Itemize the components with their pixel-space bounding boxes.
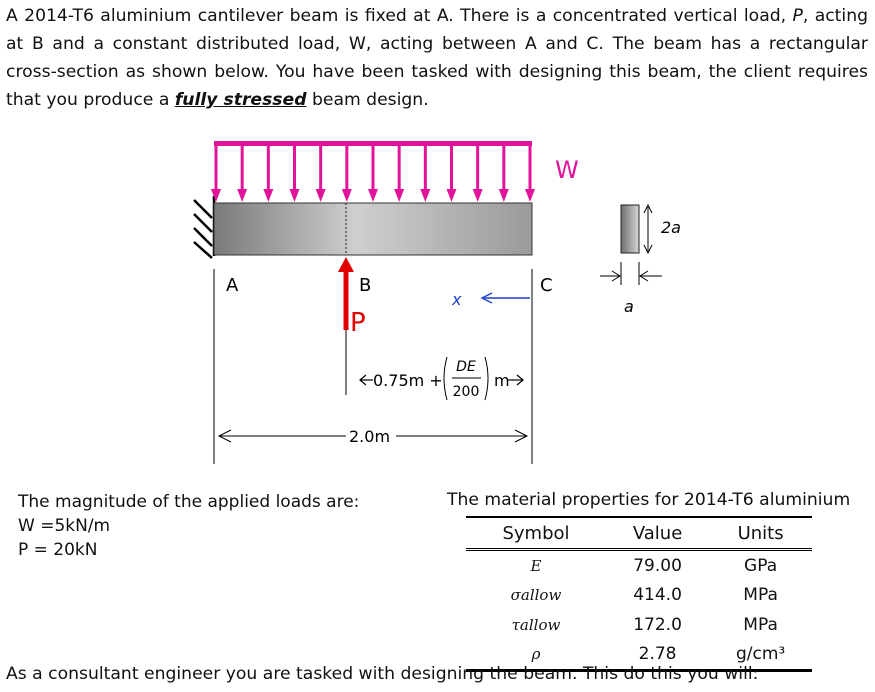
header-units: Units <box>737 522 784 544</box>
udl-arrow-head <box>368 189 378 202</box>
udl-arrow-head <box>290 189 300 202</box>
cell-symbol: ρ <box>531 645 541 664</box>
cell-symbol: E <box>530 556 542 575</box>
cell-value: 172.0 <box>633 614 682 635</box>
point-a-label: A <box>226 275 239 296</box>
header-value: Value <box>632 522 683 544</box>
task-instructions: As a consultant engineer you are tasked with designing the beam. This do this you will: <box>6 664 759 684</box>
point-b-label: B <box>359 275 372 296</box>
udl-arrow-head <box>394 189 404 202</box>
problem-text-1: A 2014-T6 aluminium cantilever beam is fixed at A. There is a concentrated vertical load, <box>6 6 793 26</box>
beam-body <box>214 203 532 255</box>
fixed-support <box>194 196 214 258</box>
dim-a-to-b-suffix: m <box>494 371 510 390</box>
distributed-load-w <box>211 141 535 202</box>
dim-a-to-b-denominator: 200 <box>452 384 480 400</box>
dim-a-to-b-prefix: 0.75m + <box>373 371 443 390</box>
cell-value: 79.00 <box>633 555 682 576</box>
x-direction-arrow <box>482 293 530 303</box>
table-row <box>466 550 812 581</box>
cell-value: 414.0 <box>633 585 682 606</box>
section-width-dim <box>600 262 662 285</box>
udl-arrow-head <box>211 189 221 202</box>
dim-total-label: 2.0m <box>349 427 391 446</box>
w-label: W <box>555 156 579 184</box>
udl-arrow-head <box>342 189 352 202</box>
table-row <box>466 581 812 611</box>
cell-units: MPa <box>743 614 778 635</box>
cell-units: GPa <box>744 555 778 576</box>
cell-units: MPa <box>743 585 778 606</box>
section-height-dim <box>644 205 652 253</box>
cross-section <box>621 205 639 253</box>
table-header-row <box>466 517 812 550</box>
cell-units: g/cm³ <box>735 644 786 665</box>
dim-total <box>219 427 527 446</box>
section-width-label: a <box>624 297 634 316</box>
dim-a-to-b <box>360 357 523 400</box>
x-label: x <box>452 290 462 309</box>
section-height-label: 2a <box>661 218 681 237</box>
cell-value: 2.78 <box>638 644 677 665</box>
material-properties-table <box>466 516 812 672</box>
load-w-value: W =5kN/m <box>18 516 111 536</box>
udl-arrow-head <box>263 189 273 202</box>
point-c-label: C <box>540 275 553 296</box>
cell-symbol: σallow <box>510 586 562 605</box>
problem-text-3: beam design. <box>306 90 429 110</box>
udl-arrow-head <box>316 189 326 202</box>
table-row <box>466 610 812 640</box>
problem-p-symbol: P <box>792 6 803 26</box>
fully-stressed-emphasis: fully stressed <box>174 90 307 110</box>
p-label: P <box>350 308 366 338</box>
udl-arrow-head <box>420 189 430 202</box>
udl-arrow-head <box>237 189 247 202</box>
load-p-value: P = 20kN <box>18 540 98 560</box>
udl-arrow-head <box>447 189 457 202</box>
applied-loads <box>18 490 359 562</box>
udl-arrow-head <box>525 189 535 202</box>
material-table-title: The material properties for 2014-T6 aluminium <box>447 490 851 510</box>
problem-text-2: , acting at B and a constant distributed load, W, acting between A and C. The beam has a rectangular cross-section as shown below. You have been tasked with designing this beam, the client requires that you produce a <box>6 6 868 110</box>
loads-heading: The magnitude of the applied loads are: <box>18 492 360 512</box>
dim-a-to-b-numerator: DE <box>456 359 476 375</box>
udl-arrow-head <box>473 189 483 202</box>
udl-arrow-head <box>499 189 509 202</box>
header-symbol: Symbol <box>502 522 570 544</box>
cell-symbol: τallow <box>511 615 561 634</box>
